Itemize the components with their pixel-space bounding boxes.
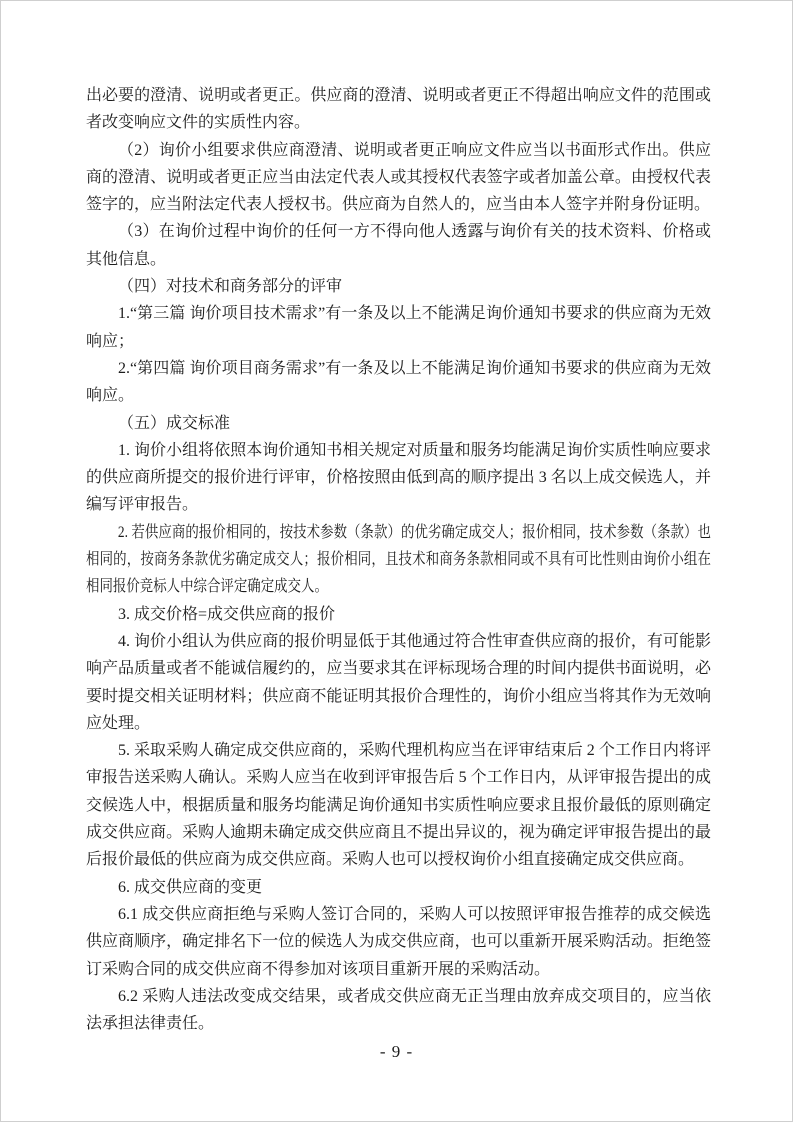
- heading-section-4-review: （四）对技术和商务部分的评审: [118, 278, 343, 296]
- paragraph-continuation: 出必要的澄清、说明或者更正。供应商的澄清、说明或者更正不得超出响应文件的范围或者改变响应文件的实质性内容。: [86, 87, 711, 132]
- paragraph-award-item-6: 6. 成交供应商的变更: [118, 878, 263, 896]
- paragraph-commercial-requirement: 2.“第四篇 询价项目商务需求”有一条及以上不能满足询价通知书要求的供应商为无效响应。: [86, 359, 711, 405]
- paragraph-award-item-6-1: 6.1 成交供应商拒绝与采购人签订合同的，采购人可以按照评审报告推荐的成交候选供应商顺序，确定排名下一位的候选人为成交供应商，也可以重新开展采购活动。拒绝签订采购合同的成交供应商不得参加对该项目重新开展的采购活动。: [86, 905, 711, 978]
- paragraph-clarification-rule-2: （2）询价小组要求供应商澄清、说明或者更正响应文件应当以书面形式作出。供应商的澄清、说明或者更正应当由法定代表人或其授权代表签字或者加盖公章。由授权代表签字的，应当附法定代表人授权书。供应商为自然人的，应当由本人签字并附身份证明。: [86, 141, 711, 214]
- paragraph-award-item-5: 5. 采取采购人确定成交供应商的，采购代理机构应当在评审结束后 2 个工作日内将评审报告送采购人确认。采购人应当在收到评审报告后 5 个工作日内，从评审报告提出的成交候选人中，根据质量和服务均能满足询价通知书实质性响应要求且报价最低的原则确定成交供应商。采购人逾期未确定成交供应商且不提出异议的，视为确定评审报告提出的最后报价最低的供应商为成交供应商。采购人也可以授权询价小组直接确定成交供应商。: [86, 742, 711, 869]
- page-number: - 9 -: [379, 1042, 414, 1061]
- paragraph-clarification-rule-3: （3）在询价过程中询价的任何一方不得向他人透露与询价有关的技术资料、价格或其他信息。: [86, 223, 711, 268]
- paragraph-award-item-1: 1. 询价小组将依照本询价通知书相关规定对质量和服务均能满足询价实质性响应要求的供应商所提交的报价进行评审，价格按照由低到高的顺序提出 3 名以上成交候选人，并编写评审报告。: [86, 441, 711, 514]
- heading-section-5-award-criteria: （五）成交标准: [118, 414, 231, 432]
- paragraph-award-item-4: 4. 询价小组认为供应商的报价明显低于其他通过符合性审查供应商的报价，有可能影响产品质量或者不能诚信履约的，应当要求其在评标现场合理的时间内提供书面说明，必要时提交相关证明材料；供应商不能证明其报价合理性的，询价小组应当将其作为无效响应处理。: [86, 632, 711, 732]
- paragraph-technical-requirement: 1.“第三篇 询价项目技术需求”有一条及以上不能满足询价通知书要求的供应商为无效响应；: [86, 305, 711, 350]
- paragraph-award-item-2: 2. 若供应商的报价相同的，按技术参数（条款）的优劣确定成交人；报价相同，技术参数（条款）也相同的，按商务条款优劣确定成交人；报价相同，且技术和商务条款相同或不具有可比性则由询价小组在相同报价竞标人中综合评定确定成交人。: [86, 523, 711, 596]
- document-text-body: [86, 82, 711, 1037]
- paragraph-award-item-6-2: 6.2 采购人违法改变成交结果，或者成交供应商无正当理由放弃成交项目的，应当依法承担法律责任。: [86, 987, 711, 1033]
- paragraph-award-item-3: 3. 成交价格=成交供应商的报价: [118, 605, 336, 623]
